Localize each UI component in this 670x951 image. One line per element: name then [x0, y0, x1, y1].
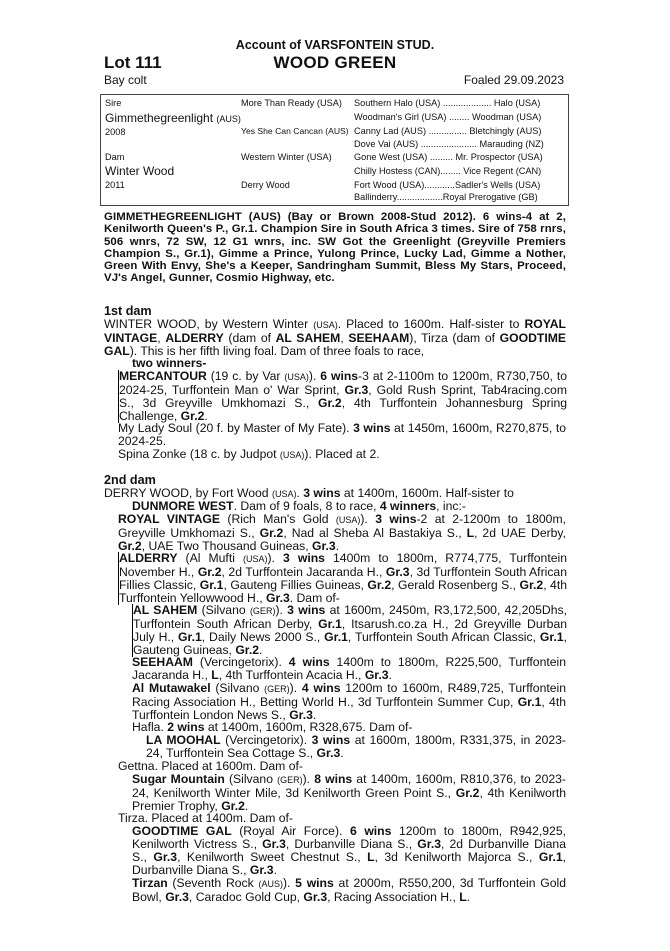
g3-row: Chilly Hostess (CAN)........ Vice Regent (CAN) — [354, 166, 542, 176]
first-dam-intro: WINTER WOOD, by Western Winter (USA). Placed to 1600m. Half-sister to ROYAL VINTAGE, ALDERRY (dam of AL SAHEM, SEEHAAM), Tirza (dam of GOODTIME GAL). This is her fifth living foal. Dam of three foals to race, — [104, 317, 567, 359]
horse-sex: Bay colt — [104, 73, 147, 87]
sire-summary: GIMMETHEGREENLIGHT (AUS) (Bay or Brown 2008-Stud 2012). 6 wins-4 at 2, Kenilworth Queen's P., Gr.1. Champion Sire in South Africa 3 times. Sire of 758 rnrs, 506 wnrs, 72 SW, 12 G1 wnrs, inc. SW Got the Greenlight (Greyville Premiers Champion S., Gr.1), Gimme a Prince, Yulong Prince, Lucky Lad, Gimme a Nother, Green With Envy, She's a Keeper, Sandringham Summit, Bless My Stars, Proceed, VJ's Angel, Gunner, Cosmio Highway, etc. — [104, 211, 566, 285]
foaled-date: Foaled 29.09.2023 — [463, 73, 564, 87]
g3-row: Canny Lad (AUS) ............... Bletchingly (AUS) — [354, 126, 542, 136]
granddam-maternal: Derry Wood — [241, 180, 290, 190]
produce-la-moohal: LA MOOHAL (Vercingetorix). 3 wins at 1600m, 1800m, R331,375, in 2023-24, Turffontein Sea Cottage S., Gr.3. — [146, 733, 566, 761]
produce-goodtime-gal: GOODTIME GAL (Royal Air Force). 6 wins 1200m to 1800m, R942,925, Kenilworth Victress S., Gr.3, Durbanville Diana S., Gr.3, 2d Durbanville Diana S., Gr.3, Kenilworth Sweet Chestnut S., L, 3d Kenilworth Majorca S., Gr.1, Durbanville Diana S., Gr.3. — [132, 824, 566, 878]
produce-seehaam: SEEHAAM (Vercingetorix). 4 wins 1400m to 1800m, R225,500, Turffontein Jacaranda H., L, 4th Turffontein Acacia H., Gr.3. — [132, 655, 566, 683]
produce-hafla: Hafla. 2 wins at 1400m, 1600m, R328,675. Dam of- — [132, 720, 413, 734]
produce-royal-vintage: ROYAL VINTAGE (Rich Man's Gold (USA)). 3 wins-2 at 2-1200m to 1800m, Greyville Umkhomazi S., Gr.2, Nad al Sheba Al Bastakiya S., L, 2d UAE Derby, Gr.2, UAE Two Thousand Guineas, Gr.3. — [118, 512, 567, 554]
first-dam-heading: 1st dam — [104, 304, 152, 318]
produce-al-sahem: AL SAHEM (Silvano (GER)). 3 wins at 1600m, 2450m, R3,172,500, 42,205Dhs, Turffontein South African Derby, Gr.1, Itsarush.co.za H., 2d Greyville Durban July H., Gr.1, Daily News 2000 S., Gr.1, Turffontein South African Classic, Gr.1, Gauteng Guineas, Gr.2. — [133, 603, 567, 658]
dam-label: Dam — [105, 152, 125, 162]
dam-name: Winter Wood — [105, 164, 175, 178]
sire-name: Gimmethegreenlight (AUS) — [105, 111, 241, 125]
produce-al-mutawakel: Al Mutawakel (Silvano (GER)). 4 wins 1200m to 1600m, R489,725, Turffontein Racing Association H., Betting World H., 3d Turffontein Summer Cup, Gr.1, 4th Turffontein London News S., Gr.3. — [132, 681, 567, 723]
g3-row: Fort Wood (USA)............Sadler's Wells (USA) — [354, 180, 541, 190]
sire-label: Sire — [105, 98, 122, 108]
dam-year: 2011 — [105, 180, 125, 190]
second-dam-intro: DERRY WOOD, by Fort Wood (USA). 3 wins at 1400m, 1600m. Half-sister to — [104, 486, 514, 500]
produce-sugar-mountain: Sugar Mountain (Silvano (GER)). 8 wins at 1400m, 1600m, R810,376, to 2023-24, Kenilworth Winter Mile, 3d Kenilworth Green Point S., Gr.2, 4th Kenilworth Premier Trophy, Gr.2. — [132, 772, 566, 814]
produce-mercantour: MERCANTOUR (19 c. by Var (USA)). 6 wins-3 at 2-1100m to 1200m, R730,750, to 2024-25, Turffontein Man o' War Sprint, Gr.3, Gold Rush Sprint, Tab4racing.com S., 3d Greyville Umkhomazi S., Gr.2, 4th Turffontein Johannesburg Spring Challenge, Gr.2. — [119, 369, 568, 424]
produce-tirza: Tirza. Placed at 1400m. Dam of- — [118, 811, 293, 825]
sire-year: 2008 — [105, 127, 126, 137]
produce-spina-zonke: Spina Zonke (18 c. by Judpot (USA)). Placed at 2. — [118, 447, 380, 461]
second-dam-heading: 2nd dam — [104, 473, 156, 487]
grandsire-paternal: More Than Ready (USA) — [241, 98, 342, 108]
produce-tirzan: Tirzan (Seventh Rock (AUS)). 5 wins at 2000m, R550,200, 3d Turffontein Gold Bowl, Gr.3, Caradoc Gold Cup, Gr.3, Racing Association H., L. — [132, 876, 566, 905]
vendor-account: Account of VARSFONTEIN STUD. — [235, 38, 435, 52]
horse-name: WOOD GREEN — [273, 53, 397, 72]
granddam-paternal: Yes She Can Cancan (AUS) — [241, 126, 349, 136]
first-dam-winners: two winners- — [132, 356, 207, 370]
produce-gettna: Gettna. Placed at 1600m. Dam of- — [118, 759, 303, 773]
g3-row: Southern Halo (USA) ................... Halo (USA) — [354, 98, 541, 108]
g3-row: Dove Vai (AUS) ...................... Marauding (NZ) — [354, 139, 544, 149]
second-dam-foals: DUNMORE WEST. Dam of 9 foals, 8 to race, 4 winners, inc:- — [132, 499, 466, 513]
lot-number: Lot 111 — [104, 53, 162, 72]
produce-alderry: ALDERRY (Al Mufti (USA)). 3 wins 1400m to 1800m, R774,775, Turffontein November H., Gr.2, 2d Turffontein Jacaranda H., Gr.3, 3d Turffontein South African Fillies Classic, Gr.1, Gauteng Fillies Guineas, Gr.2, Gerald Rosenberg S., Gr.2, 4th Turffontein Yellowwood H., Gr.3. Dam of- — [119, 551, 567, 606]
produce-my-lady-soul: My Lady Soul (20 f. by Master of My Fate). 3 wins at 1450m, 1600m, R270,875, to 2024-25. — [118, 421, 566, 449]
grandsire-maternal: Western Winter (USA) — [241, 152, 332, 162]
g3-row: Woodman's Girl (USA) ........ Woodman (USA) — [354, 112, 542, 122]
g3-row: Gone West (USA) ......... Mr. Prospector (USA) — [354, 152, 543, 162]
g3-row: Ballinderry..................Royal Prerogative (GB) — [354, 192, 538, 202]
pedigree-table — [100, 94, 569, 206]
